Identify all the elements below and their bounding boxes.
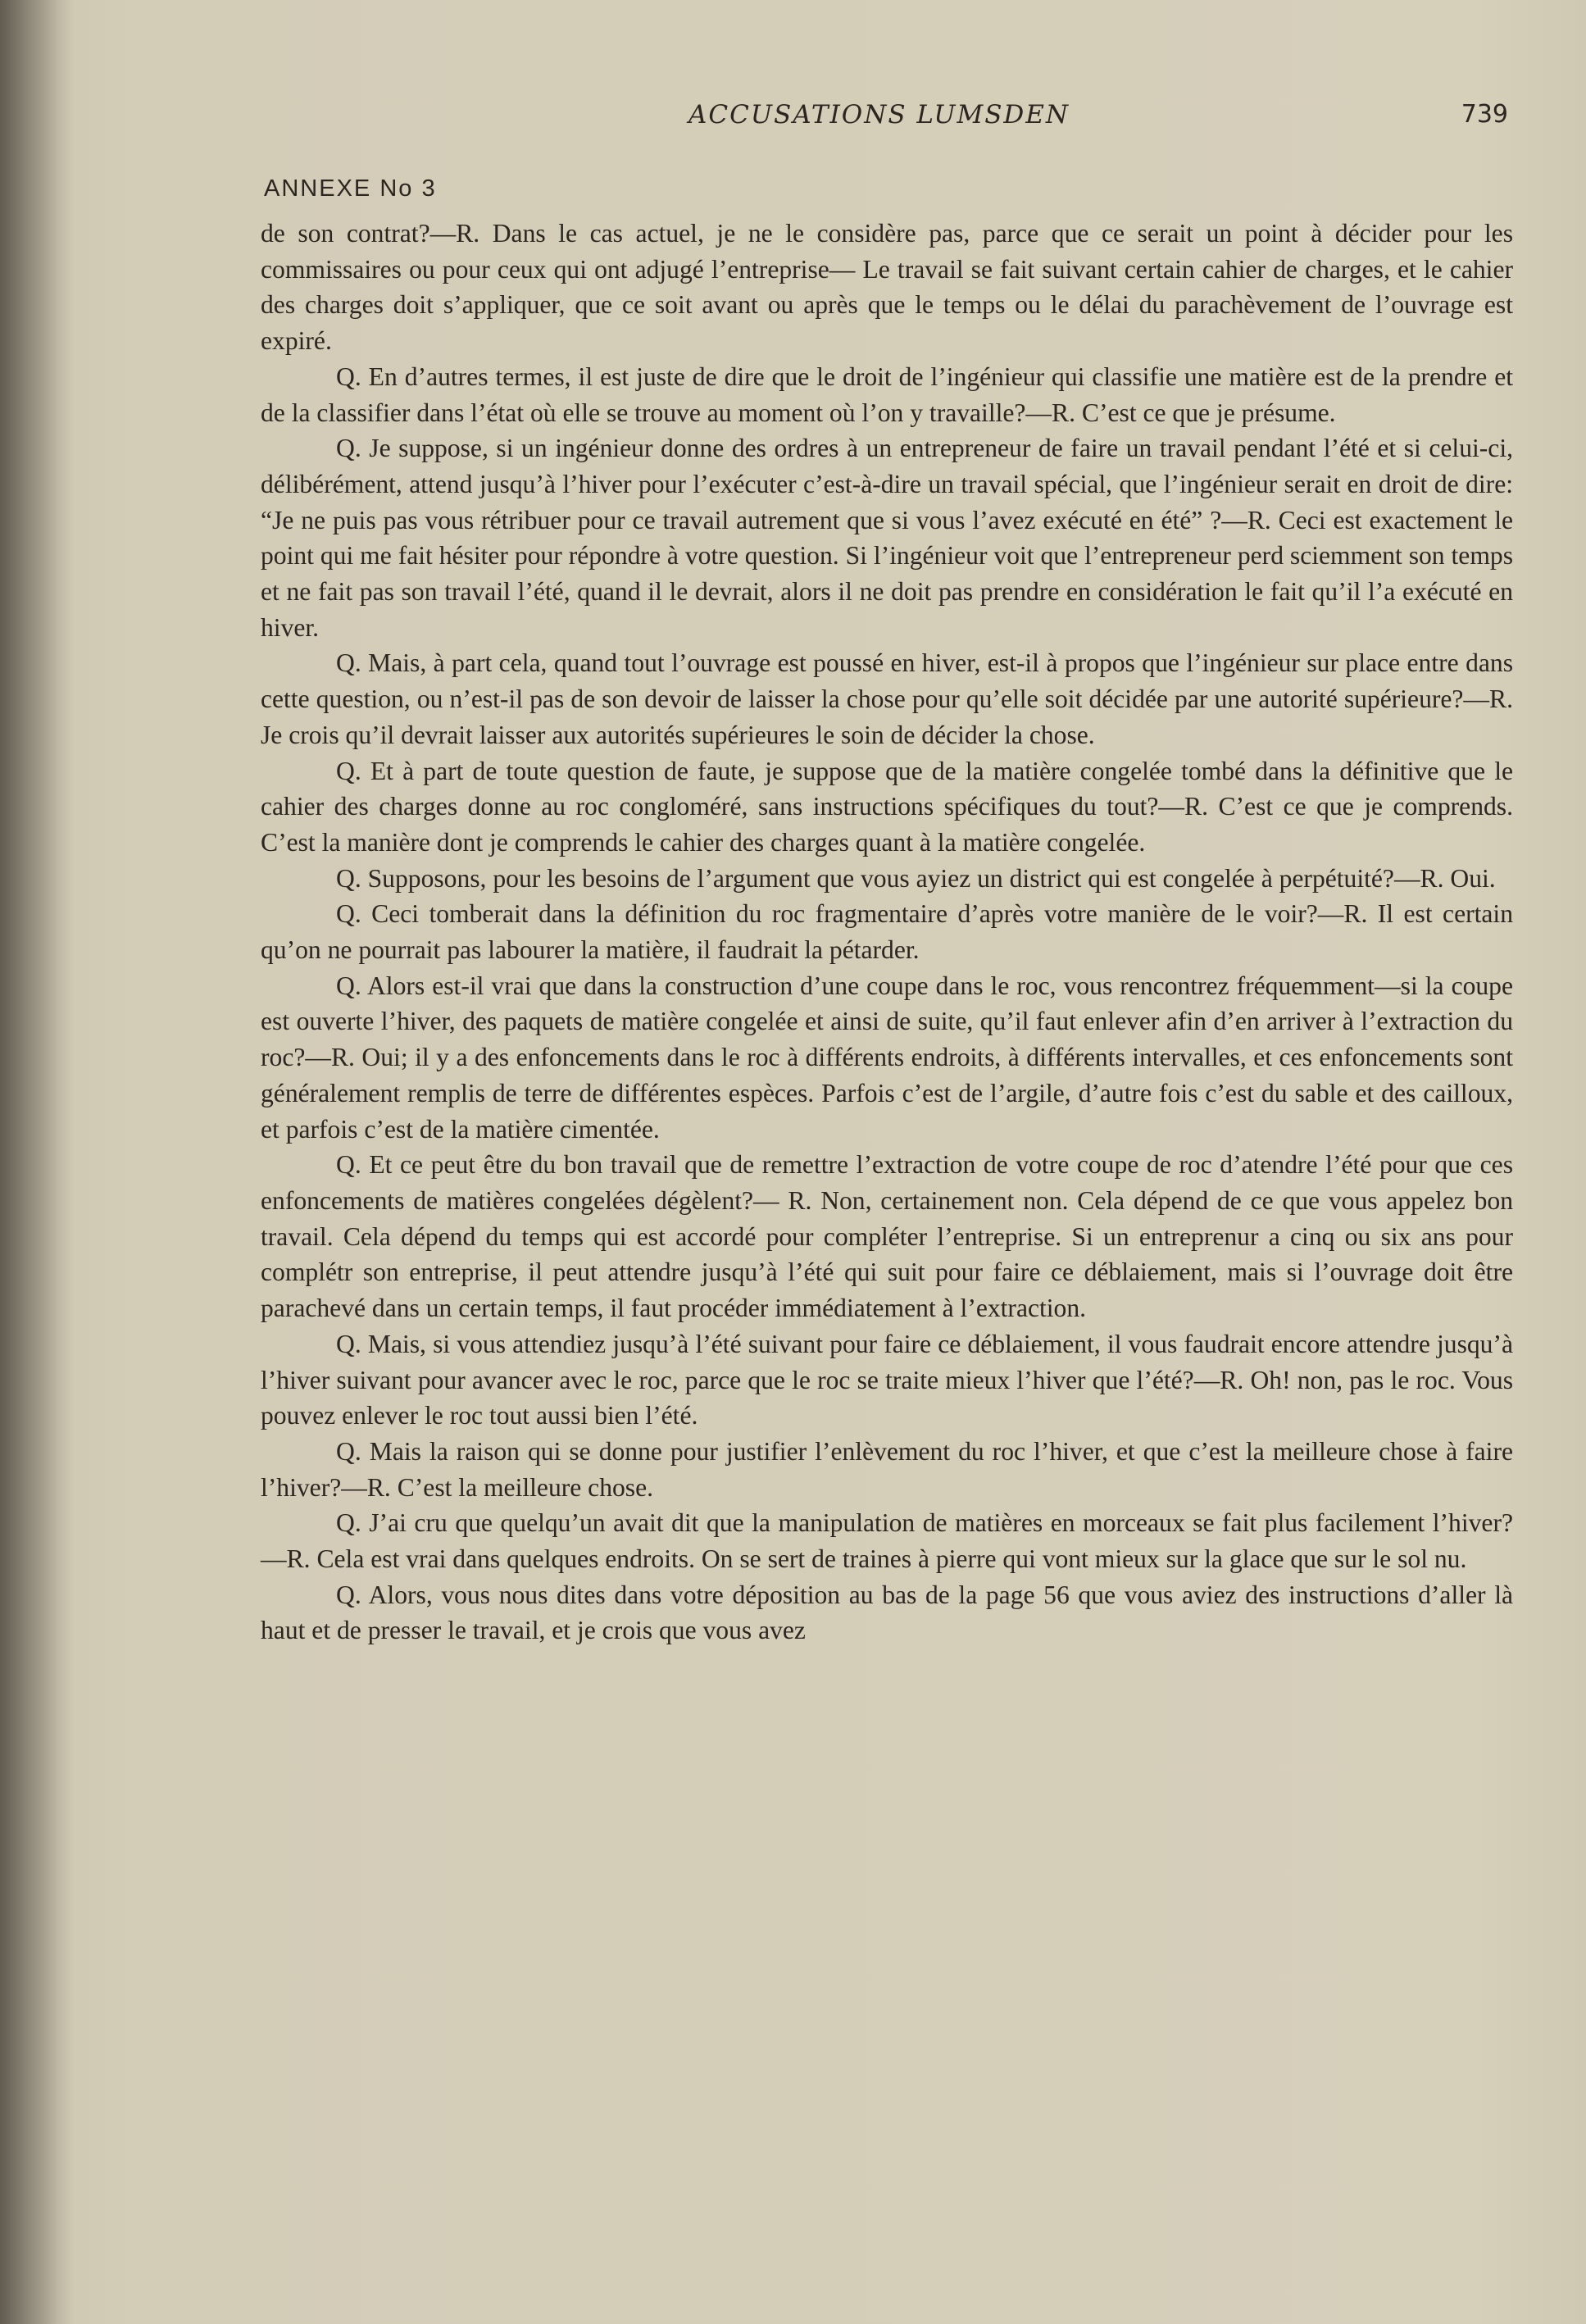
body-text [261, 216, 1513, 1649]
paragraph: Q. Mais, si vous attendiez jusqu’à l’été suivant pour faire ce déblaiement, il vous faudrait encore attendre jusqu’à l’hiver suivant pour avancer avec le roc, parce que le roc se traite mieux l’hiver que l’été?—R. Oh! non, pas le roc. Vous pouvez enlever le roc tout aussi bien l’été. [261, 1329, 1513, 1430]
paragraph: Q. Mais, à part cela, quand tout l’ouvrage est poussé en hiver, est-il à propos que l’ingénieur sur place entre dans cette question, ou n’est-il pas de son devoir de laisser la chose pour qu’elle soit décidée par une autorité supérieure?—R. Je crois qu’il devrait laisser aux autorités supérieures le soin de décider la chose. [261, 648, 1513, 749]
page-binding-shadow [0, 0, 74, 2324]
annex-label: ANNEXE No 3 [264, 175, 437, 202]
paragraph: Q. Et ce peut être du bon travail que de remettre l’extraction de votre coupe de roc d’atendre l’été pour que ces enfoncements de matières congelées dégèlent?— R. Non, certainement non. Cela dépend de ce que vous appelez bon travail. Cela dépend du temps qui est accordé pour compléter l’entreprise. Si un entreprenur a cinq ou six ans pour complétr son entreprise, il peut attendre jusqu’à l’été qui suit pour faire ce déblaiement, mais si l’ouvrage doit être parachevé dans un certain temps, il faut procéder immédiatement à l’extraction. [261, 1150, 1513, 1323]
paragraph: de son contrat?—R. Dans le cas actuel, je ne le considère pas, parce que ce serait un point à décider pour les commissaires ou pour ceux qui ont adjugé l’entreprise— Le travail se fait suivant certain cahier de charges, et le cahier des charges doit s’appliquer, que ce soit avant ou après que le temps ou le délai du parachèvement de l’ouvrage est expiré. [261, 219, 1513, 356]
paragraph: Q. Supposons, pour les besoins de l’argument que vous ayiez un district qui est congelée à perpétuité?—R. Oui. [336, 863, 1496, 893]
page-number: 739 [1461, 100, 1508, 129]
paragraph: Q. J’ai cru que quelqu’un avait dit que la manipulation de matières en morceaux se fait plus facilement l’hiver?—R. Cela est vrai dans quelques endroits. On se sert de traines à pierre qui vont mieux sur la glace que sur le sol nu. [261, 1508, 1513, 1574]
paragraph: Q. Mais la raison qui se donne pour justifier l’enlèvement du roc l’hiver, et que c’est la meilleure chose à faire l’hiver?—R. C’est la meilleure chose. [261, 1436, 1513, 1502]
page-header [262, 100, 1508, 141]
paragraph: Q. Ceci tomberait dans la définition du roc fragmentaire d’après votre manière de le voir?—R. Il est certain qu’on ne pourrait pas labourer la matière, il faudrait la pétarder. [261, 899, 1513, 965]
running-title: ACCUSATIONS LUMSDEN [688, 100, 1070, 130]
paragraph: Q. Alors est-il vrai que dans la construction d’une coupe dans le roc, vous rencontrez fréquemment—si la coupe est ouverte l’hiver, des paquets de matière congelée et ainsi de suite, qu’il faut enlever afin d’en arriver à l’extraction du roc?—R. Oui; il y a des enfoncements dans le roc à différents endroits, à différents intervalles, et ces enfoncements sont généralement remplis de terre de différentes espèces. Parfois c’est de l’argile, d’autre fois c’est du sable et des cailloux, et parfois c’est de la matière cimentée. [261, 971, 1513, 1144]
paragraph: Q. En d’autres termes, il est juste de dire que le droit de l’ingénieur qui classifie une matière est de la prendre et de la classifier dans l’état où elle se trouve au moment où l’on y travaille?—R. C’est ce que je présume. [261, 362, 1513, 427]
paragraph: Q. Je suppose, si un ingénieur donne des ordres à un entrepreneur de faire un travail pendant l’été et si celui-ci, délibérément, attend jusqu’à l’hiver pour l’exécuter c’est-à-dire un travail spécial, que l’ingénieur serait en droit de dire: “Je ne puis pas vous rétribuer pour ce travail autrement que si vous l’avez exécuté en été” ?—R. Ceci est exactement le point qui me fait hésiter pour répondre à votre question. Si l’ingénieur voit que l’entrepreneur perd sciemment son temps et ne fait pas son travail l’été, quand il le devrait, alors il ne doit pas prendre en considération le fait qu’il l’a exécuté en hiver. [261, 434, 1513, 642]
paragraph: Q. Alors, vous nous dites dans votre déposition au bas de la page 56 que vous aviez des instructions d’aller là haut et de presser le travail, et je crois que vous avez [261, 1580, 1513, 1645]
paragraph: Q. Et à part de toute question de faute, je suppose que de la matière congelée tombé dans la définitive que le cahier des charges donne au roc congloméré, sans instructions spécifiques du tout?—R. C’est ce que je comprends. C’est la manière dont je comprends le cahier des charges quant à la matière congelée. [261, 756, 1513, 857]
